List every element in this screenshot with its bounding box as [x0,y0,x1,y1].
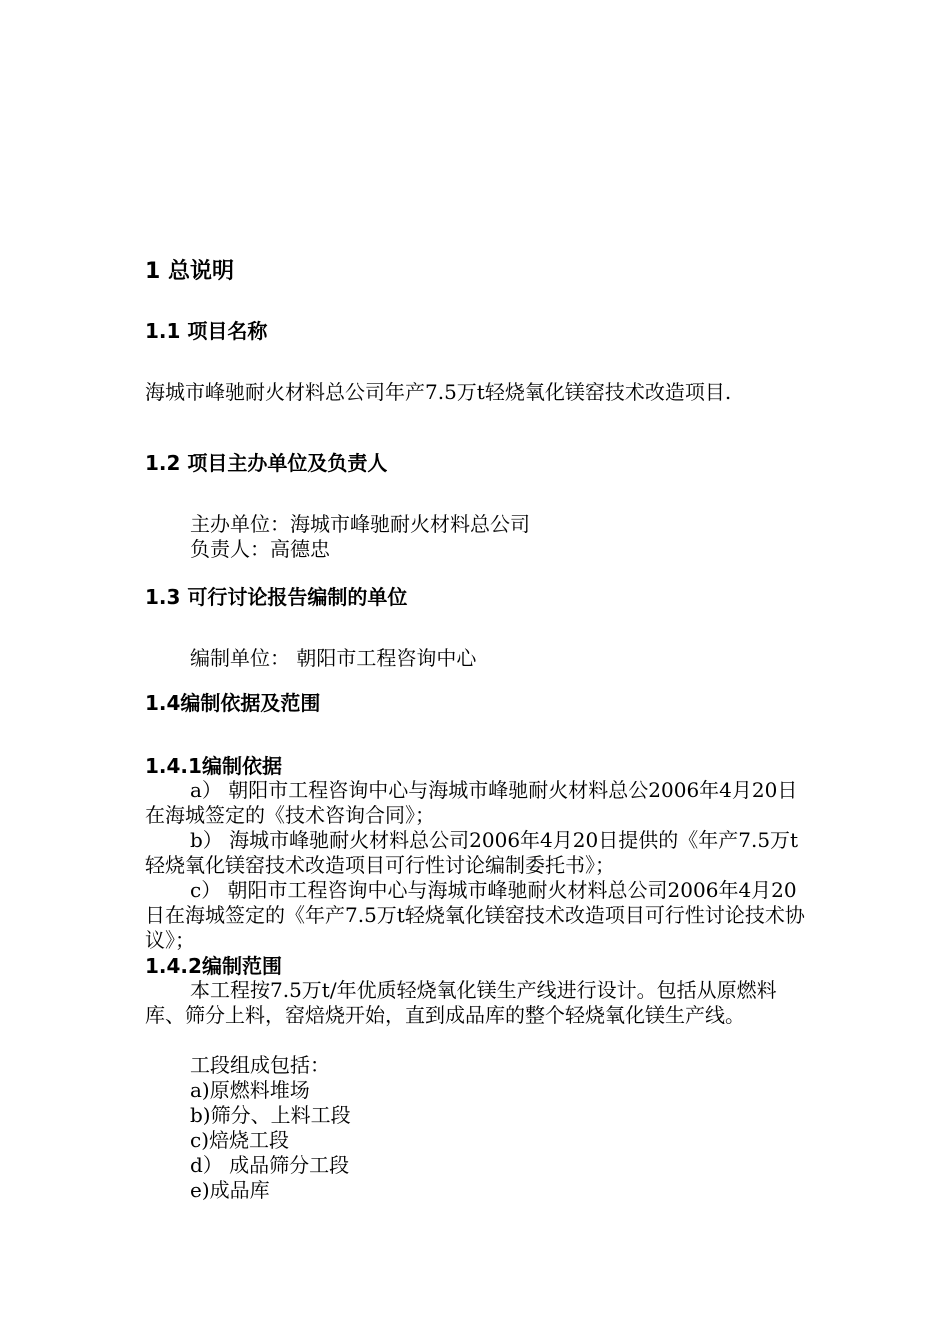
basis-item-b: b） 海城市峰驰耐火材料总公司2006年4月20日提供的《年产7.5万t轻烧氧化镁窑技术改造项目可行性讨论编制委托书》； [145,828,799,877]
scope-sections-label: 工段组成包括： [190,1053,330,1077]
basis-list [145,778,810,953]
heading-basis: 1.4.1编制依据 [145,754,282,778]
scope-item: d） 成品筛分工段 [190,1153,350,1177]
heading-project-name: 1.1 项目名称 [145,319,268,343]
scope-item: a)原燃料堆场 [190,1078,310,1102]
sponsor-unit: 主办单位：海城市峰驰耐火材料总公司 [190,512,530,536]
scope-intro: 本工程按7.5万t/年优质轻烧氧化镁生产线进行设计。包括从原燃料库、筛分上料，窑焙烧开始，直到成品库的整个轻烧氧化镁生产线。 [145,978,777,1027]
basis-item-c: c） 朝阳市工程咨询中心与海城市峰驰耐火材料总公司2006年4月20日在海城签定的《年产7.5万t轻烧氧化镁窑技术改造项目可行性讨论技术协议》； [145,878,805,952]
scope-sections [190,1053,810,1203]
scope-item: b)筛分、上料工段 [190,1103,351,1127]
compiler-text: 编制单位： 朝阳市工程咨询中心 [190,646,477,670]
heading-scope: 1.4.2编制范围 [145,954,282,978]
project-name-text: 海城市峰驰耐火材料总公司年产7.5万t轻烧氧化镁窑技术改造项目. [145,380,732,404]
basis-item-a: a） 朝阳市工程咨询中心与海城市峰驰耐火材料总公2006年4月20日在海城签定的《技术咨询合同》； [145,778,798,827]
scope-item: e)成品库 [190,1178,270,1202]
heading-basis-and-scope: 1.4编制依据及范围 [145,691,321,715]
scope-item: c)焙烧工段 [190,1128,290,1152]
sponsor-person: 负责人：高德忠 [190,537,330,561]
heading-compiler: 1.3 可行讨论报告编制的单位 [145,585,408,609]
heading-sponsor: 1.2 项目主办单位及负责人 [145,451,388,475]
heading-general-description: 1 总说明 [145,259,234,284]
sponsor-block [190,512,810,562]
